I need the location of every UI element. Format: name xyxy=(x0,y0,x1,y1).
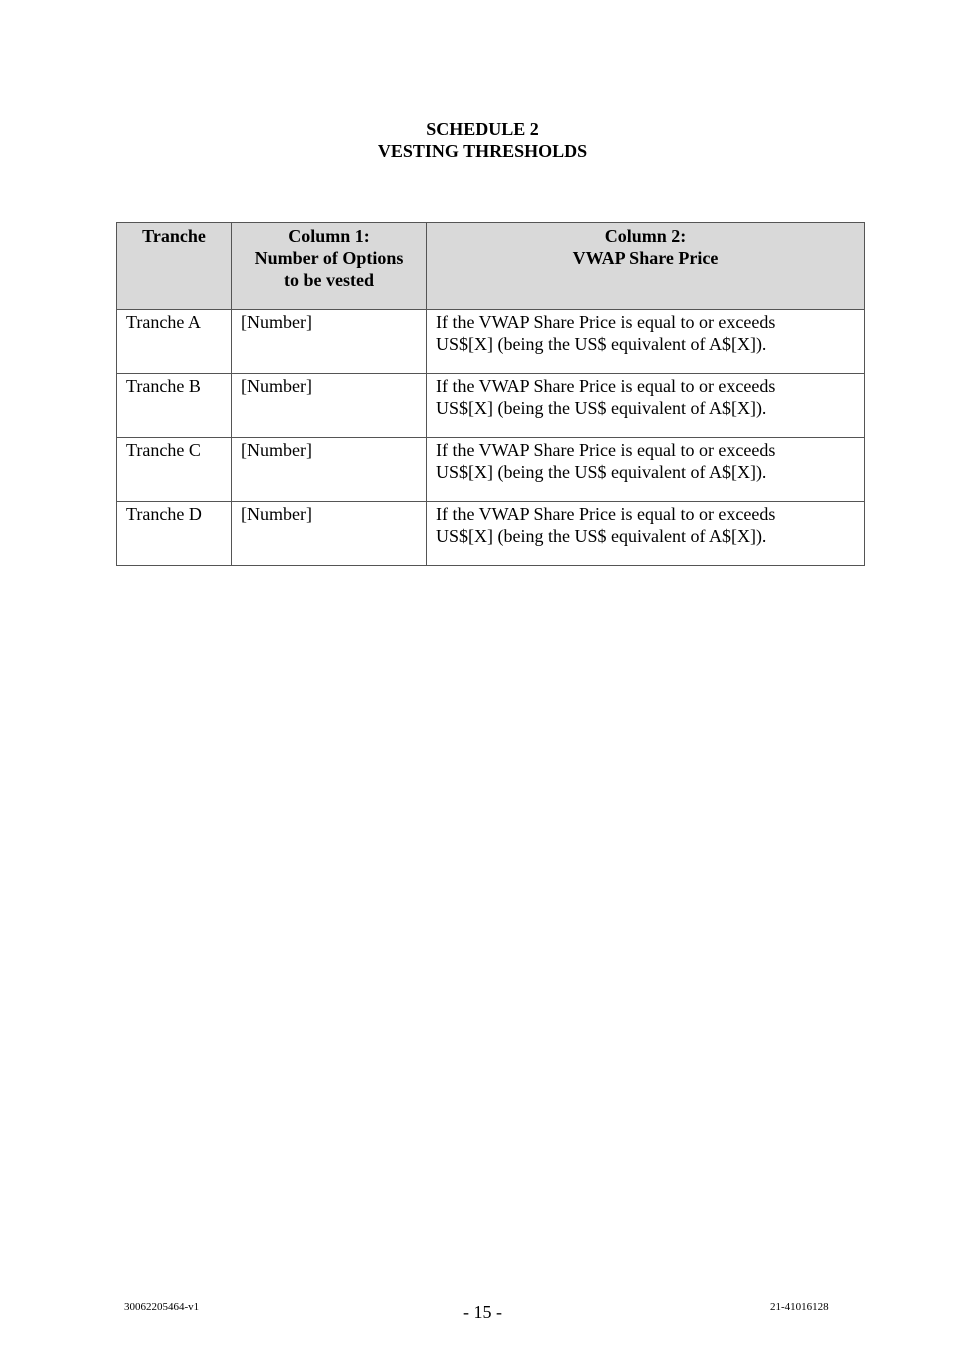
footer-reference: 21-41016128 xyxy=(770,1301,829,1313)
header-tranche xyxy=(117,223,232,310)
condition-line-1: If the VWAP Share Price is equal to or exceeds xyxy=(436,504,776,524)
condition-cell xyxy=(427,374,865,438)
tranche-cell: Tranche B xyxy=(117,374,232,438)
condition-line-1: If the VWAP Share Price is equal to or exceeds xyxy=(436,376,776,396)
number-cell: [Number] xyxy=(232,310,427,374)
number-cell: [Number] xyxy=(232,438,427,502)
tranche-cell: Tranche A xyxy=(117,310,232,374)
header-column-1-line-3: to be vested xyxy=(284,270,374,290)
table-row xyxy=(117,310,865,374)
condition-line-2: US$[X] (being the US$ equivalent of A$[X]). xyxy=(436,526,767,546)
condition-cell xyxy=(427,438,865,502)
table-header-row xyxy=(117,223,865,310)
vesting-thresholds-table xyxy=(116,222,865,566)
table-row xyxy=(117,374,865,438)
condition-line-1: If the VWAP Share Price is equal to or exceeds xyxy=(436,312,776,332)
tranche-cell: Tranche D xyxy=(117,502,232,566)
footer-page-number: - 15 - xyxy=(463,1302,502,1322)
condition-cell xyxy=(427,502,865,566)
header-column-2-line-2: VWAP Share Price xyxy=(572,248,719,268)
condition-cell xyxy=(427,310,865,374)
header-column-1 xyxy=(232,223,427,310)
condition-line-2: US$[X] (being the US$ equivalent of A$[X]). xyxy=(436,334,767,354)
footer-document-id: 30062205464-v1 xyxy=(124,1301,200,1313)
condition-line-1: If the VWAP Share Price is equal to or exceeds xyxy=(436,440,776,460)
schedule-subtitle: VESTING THRESHOLDS xyxy=(377,141,588,161)
table-row xyxy=(117,438,865,502)
header-column-1-line-1: Column 1: xyxy=(288,226,370,246)
header-column-2 xyxy=(427,223,865,310)
tranche-cell: Tranche C xyxy=(117,438,232,502)
header-tranche-label: Tranche xyxy=(142,226,206,246)
header-column-1-line-2: Number of Options xyxy=(254,248,404,268)
schedule-title: SCHEDULE 2 xyxy=(426,119,539,139)
table-row xyxy=(117,502,865,566)
number-cell: [Number] xyxy=(232,502,427,566)
condition-line-2: US$[X] (being the US$ equivalent of A$[X]). xyxy=(436,398,767,418)
number-cell: [Number] xyxy=(232,374,427,438)
header-column-2-line-1: Column 2: xyxy=(604,226,687,246)
condition-line-2: US$[X] (being the US$ equivalent of A$[X]). xyxy=(436,462,767,482)
